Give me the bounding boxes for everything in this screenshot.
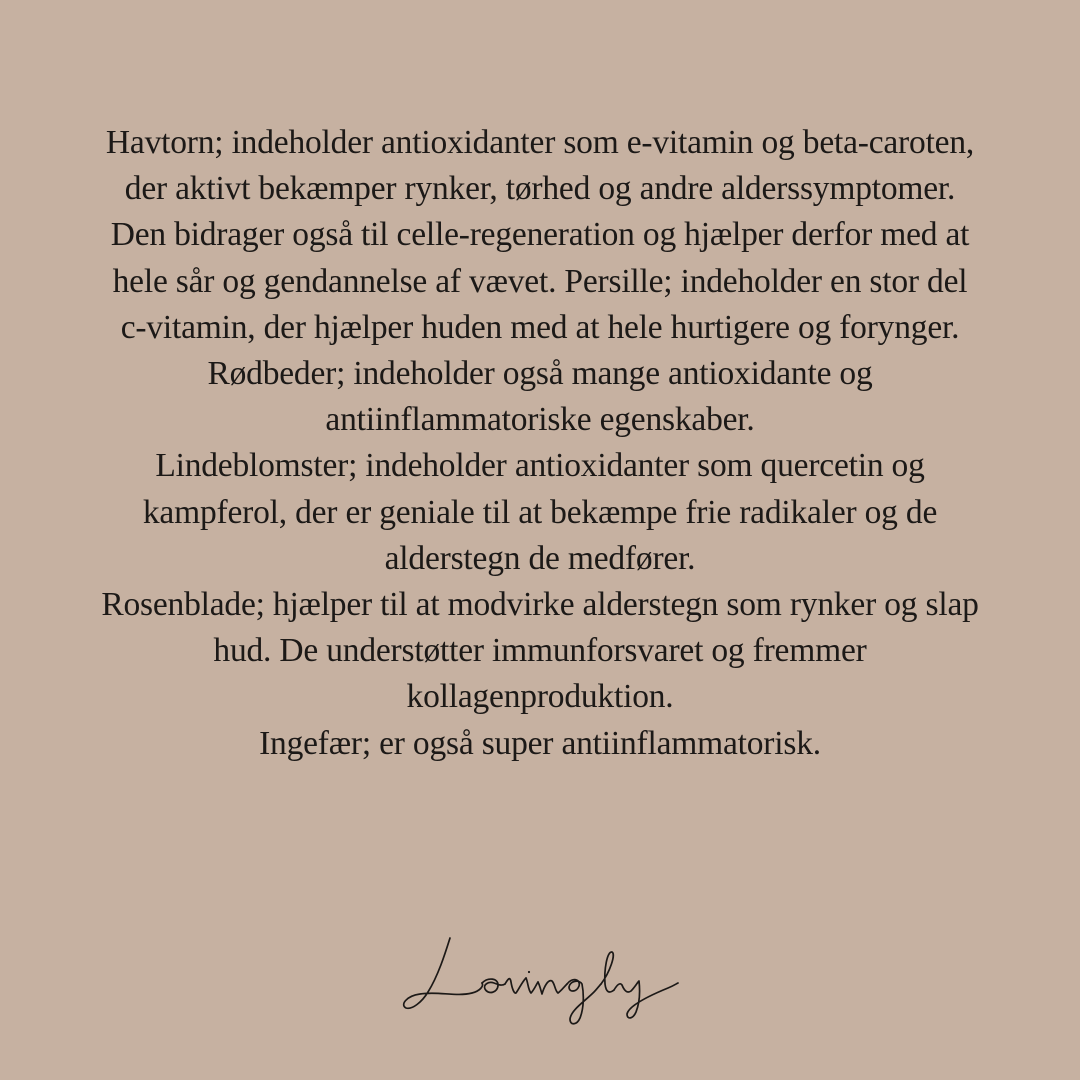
signature-logo — [398, 930, 680, 1030]
text-line: Havtorn; indeholder antioxidanter som e-vitamin og beta-caroten, — [105, 124, 975, 161]
text-line: Ingefær; er også super antiinflammatorisk. — [259, 724, 821, 762]
text-line: Lindeblomster; indeholder antioxidanter som quercetin og — [155, 447, 925, 485]
text-line: c-vitamin, der hjælper huden med at hele hurtigere og forynger. — [120, 308, 960, 346]
text-line: hele sår og gendannelse af vævet. Persille; indeholder en stor del — [112, 262, 968, 300]
text-line: Rosenblade; hjælper til at modvirke alderstegn som rynker og slap — [101, 586, 979, 624]
text-line: Den bidrager også til celle-regeneration og hjælper derfor med at — [110, 216, 970, 254]
text-line: antiinflammatoriske egenskaber. — [325, 401, 755, 439]
signature-logo-icon — [398, 930, 680, 1030]
text-line: der aktivt bekæmper rynker, tørhed og andre alderssymptomer. — [124, 170, 956, 208]
text-line: alderstegn de medfører. — [384, 539, 696, 577]
text-line: kollagenproduktion. — [406, 678, 674, 716]
text-line: hud. De understøtter immunforsvaret og fremmer — [213, 632, 867, 670]
text-line: Rødbeder; indeholder også mange antioxidante og — [207, 355, 873, 393]
text-line: kampferol, der er geniale til at bekæmpe frie radikaler og de — [142, 493, 938, 531]
ingredient-description — [20, 120, 1060, 767]
